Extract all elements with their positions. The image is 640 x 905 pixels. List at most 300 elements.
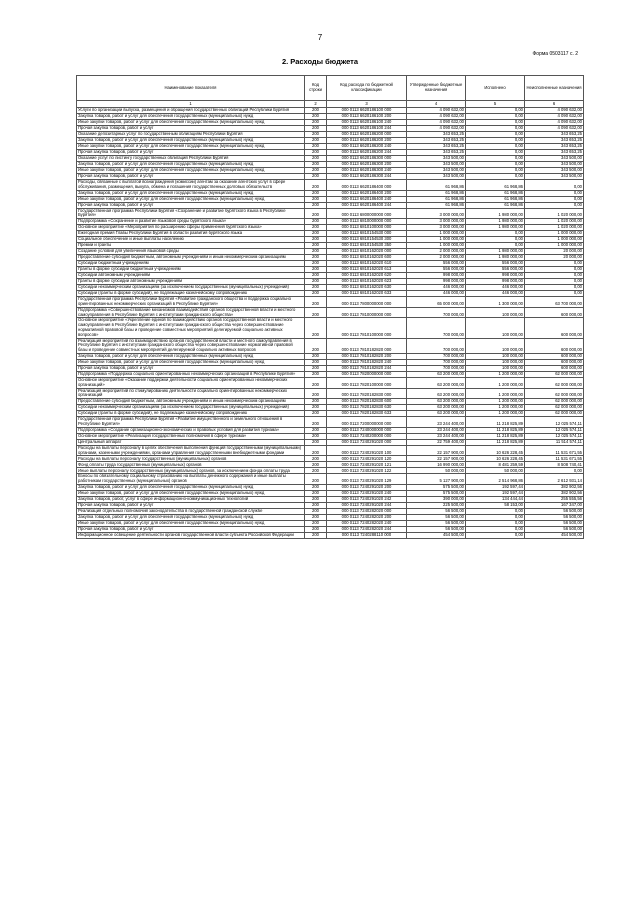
table-row <box>77 338 584 353</box>
unexecuted-amount: 62 000 000,00 <box>525 371 584 377</box>
executed-amount: 10 626 228,45 <box>466 456 525 462</box>
row-code: 200 <box>305 427 327 433</box>
budget-code: 000 0113 6620186300 200 <box>327 162 407 168</box>
approved-amount: 16 990 000,00 <box>407 462 466 468</box>
executed-amount: 11 218 825,89 <box>466 433 525 439</box>
unexecuted-amount: 382 902,56 <box>525 490 584 496</box>
row-code: 200 <box>305 468 327 474</box>
row-code: 200 <box>305 526 327 532</box>
row-name: Прочая закупка товаров, работ и услуг <box>77 202 305 208</box>
row-name: Взносы по обязательному социальному страхованию на выплаты денежного содержания и иные выплаты работникам государственных (муниципальных) органов <box>77 474 305 485</box>
row-code: 200 <box>305 439 327 445</box>
form-code: Форма 0503117 с. 2 <box>532 51 578 57</box>
unexecuted-amount: 0,00 <box>525 202 584 208</box>
approved-amount: 343 500,00 <box>407 168 466 174</box>
row-name: Основное мероприятие «Оказание поддержки деятельности социально ориентированных некоммерческих организаций» <box>77 377 305 388</box>
row-code: 200 <box>305 267 327 273</box>
executed-amount: 50 000,00 <box>466 468 525 474</box>
row-name: Основное мероприятие «Мероприятия по расширению сферы применения бурятского языка» <box>77 225 305 231</box>
budget-code: 000 0113 7820182830 630 <box>327 405 407 411</box>
column-number: 6 <box>525 101 584 108</box>
row-code: 200 <box>305 243 327 249</box>
unexecuted-amount: 0,00 <box>525 285 584 291</box>
row-name: Реализация отдельных полномочий законодательства в государственной гражданской службе <box>77 508 305 514</box>
executed-amount: 192 597,44 <box>466 484 525 490</box>
column-header: Код строки <box>305 76 327 101</box>
row-name: Субсидии (гранты в форме субсидий), не подлежащие казначейскому сопровождению <box>77 411 305 417</box>
table-row <box>77 208 584 219</box>
row-code: 200 <box>305 474 327 485</box>
row-name: Субсидии некоммерческим организациям (за исключением государственных (муниципальных) учреждений) <box>77 285 305 291</box>
executed-amount: 100 000,00 <box>466 353 525 359</box>
budget-code: 000 0113 7810182820 200 <box>327 353 407 359</box>
column-number: 2 <box>305 101 327 108</box>
executed-amount: 100 000,00 <box>466 359 525 365</box>
row-name: Закупка товаров, работ и услуг для обеспечения государственных (муниципальных) нужд <box>77 484 305 490</box>
budget-code: 000 0113 7810100000 000 <box>327 318 407 338</box>
approved-amount: 390 000,00 <box>407 496 466 502</box>
unexecuted-amount: 343 500,00 <box>525 156 584 162</box>
budget-code: 000 0113 7810000000 000 <box>327 307 407 318</box>
approved-amount: 446 000,00 <box>407 285 466 291</box>
table-row <box>77 377 584 388</box>
unexecuted-amount: 343 500,00 <box>525 168 584 174</box>
budget-code: 000 0113 6810162020 620 <box>327 273 407 279</box>
executed-amount: 10 626 228,45 <box>466 445 525 456</box>
row-code: 200 <box>305 388 327 399</box>
budget-code: 000 0113 7240291020 122 <box>327 468 407 474</box>
approved-amount: 446 000,00 <box>407 291 466 297</box>
budget-code: 000 0113 6810162020 623 <box>327 279 407 285</box>
column-number-row <box>77 101 584 108</box>
column-header: Исполнено <box>466 76 525 101</box>
page-number: 7 <box>317 33 323 42</box>
row-name: Закупка товаров, работ и услуг для обеспечения государственных (муниципальных) нужд <box>77 114 305 120</box>
executed-amount: 0,00 <box>466 162 525 168</box>
row-name: Основное мероприятие «Реализация государственных полномочий в сфере туризма» <box>77 433 305 439</box>
unexecuted-amount: 20 000,00 <box>525 249 584 255</box>
approved-amount: 998 000,00 <box>407 279 466 285</box>
row-code: 200 <box>305 219 327 225</box>
unexecuted-amount: 600 000,00 <box>525 353 584 359</box>
executed-amount: 0,00 <box>466 514 525 520</box>
budget-code: 000 0113 6810154530 350 <box>327 243 407 249</box>
approved-amount: 50 000,00 <box>407 468 466 474</box>
row-code: 200 <box>305 502 327 508</box>
executed-amount: 0,00 <box>466 526 525 532</box>
row-name: Расходы на выплаты персоналу государственных (муниципальных) органов <box>77 456 305 462</box>
executed-amount: 0,00 <box>466 243 525 249</box>
unexecuted-amount: 0,00 <box>525 273 584 279</box>
unexecuted-amount: 56 500,00 <box>525 526 584 532</box>
budget-code: 000 0113 7240288110 000 <box>327 532 407 538</box>
approved-amount: 65 000 000,00 <box>407 297 466 308</box>
row-name: Фонд оплаты труда государственных (муниципальных) органов <box>77 462 305 468</box>
row-name: Оказание услуг по листингу государственных облигаций Республики Бурятия <box>77 156 305 162</box>
budget-code: 000 0113 7800000000 000 <box>327 297 407 308</box>
row-code: 200 <box>305 338 327 353</box>
budget-code: 000 0113 6620186400 200 <box>327 190 407 196</box>
approved-amount: 3 000 000,00 <box>407 225 466 231</box>
row-name: Центральный аппарат <box>77 439 305 445</box>
executed-amount: 1 200 000,00 <box>466 399 525 405</box>
approved-amount: 63 200 000,00 <box>407 399 466 405</box>
row-code: 200 <box>305 150 327 156</box>
row-code: 200 <box>305 496 327 502</box>
unexecuted-amount: 12 025 574,11 <box>525 427 584 433</box>
executed-amount: 1 980 000,00 <box>466 249 525 255</box>
budget-code: 000 0113 6810162020 610 <box>327 261 407 267</box>
budget-code: 000 0113 6620186200 240 <box>327 144 407 150</box>
executed-amount: 8 481 259,59 <box>466 462 525 468</box>
approved-amount: 63 200 000,00 <box>407 411 466 417</box>
unexecuted-amount: 343 653,25 <box>525 132 584 138</box>
row-name: Основное мероприятие «Укрепление единой по взаимодействию органов государственной власти и местного самоуправления в Республике Бурятия с институтами гражданского общества через совершенствование нормативной правовой базы и проведение совместных мероприятий делегируемой социально активных вопросов» <box>77 318 305 338</box>
executed-amount: 1 200 000,00 <box>466 388 525 399</box>
budget-code: 000 0113 6620186200 200 <box>327 138 407 144</box>
unexecuted-amount: 1 020 000,00 <box>525 225 584 231</box>
executed-amount: 1 200 000,00 <box>466 371 525 377</box>
row-name: Ежегодная премия Главы Республики Бурятия в области развития бурятского языка <box>77 231 305 237</box>
approved-amount: 61 968,86 <box>407 180 466 191</box>
unexecuted-amount: 12 025 574,11 <box>525 433 584 439</box>
executed-amount: 0,00 <box>466 532 525 538</box>
executed-amount: 61 968,86 <box>466 180 525 191</box>
unexecuted-amount: 600 000,00 <box>525 338 584 353</box>
column-header: Неисполненные назначения <box>525 76 584 101</box>
budget-code: 000 0113 6810154530 000 <box>327 231 407 237</box>
budget-code: 000 0113 7240291020 244 <box>327 502 407 508</box>
row-name: Иные закупки товаров, работ и услуг для обеспечения государственных (муниципальных) нужд <box>77 144 305 150</box>
approved-amount: 700 000,00 <box>407 365 466 371</box>
executed-amount: 61 968,86 <box>466 202 525 208</box>
row-name: Социальное обеспечение и иные выплаты населению <box>77 237 305 243</box>
row-name: Прочая закупка товаров, работ и услуг <box>77 126 305 132</box>
row-name: Подпрограмма «Совершенствование механизмов взаимодействия органов государственной власти и местного самоуправления в Республике Бурятия с институтами гражданского общества» <box>77 307 305 318</box>
row-code: 200 <box>305 126 327 132</box>
row-code: 200 <box>305 190 327 196</box>
budget-code: 000 0113 7820182830 000 <box>327 388 407 399</box>
unexecuted-amount: 0,00 <box>525 267 584 273</box>
executed-amount: 100 000,00 <box>466 307 525 318</box>
row-code: 200 <box>305 208 327 219</box>
unexecuted-amount: 8 508 740,41 <box>525 462 584 468</box>
row-code: 200 <box>305 417 327 428</box>
budget-code: 000 0113 7240282020 200 <box>327 514 407 520</box>
approved-amount: 700 000,00 <box>407 359 466 365</box>
executed-amount: 556 000,00 <box>466 261 525 267</box>
row-code: 200 <box>305 168 327 174</box>
row-code: 200 <box>305 484 327 490</box>
approved-amount: 700 000,00 <box>407 318 466 338</box>
budget-code: 000 0113 7820000000 000 <box>327 371 407 377</box>
row-code: 200 <box>305 318 327 338</box>
executed-amount: 11 218 825,89 <box>466 417 525 428</box>
executed-amount: 0,00 <box>466 144 525 150</box>
unexecuted-amount: 382 902,56 <box>525 484 584 490</box>
unexecuted-amount: 454 500,00 <box>525 532 584 538</box>
row-name: Прочая закупка товаров, работ и услуг <box>77 150 305 156</box>
unexecuted-amount: 343 653,25 <box>525 138 584 144</box>
unexecuted-amount: 62 000 000,00 <box>525 399 584 405</box>
executed-amount: 556 000,00 <box>466 267 525 273</box>
row-name: Прочая закупка товаров, работ и услуг <box>77 526 305 532</box>
unexecuted-amount: 1 020 000,00 <box>525 219 584 225</box>
row-name: Расходы, связанные с выплатой вознаграждения (комиссии) агентам за оказание агентских услуг в сфере обслуживания, размещения, выкупа, обмена и погашения государственных долговых обязательств <box>77 180 305 191</box>
executed-amount: 11 218 825,89 <box>466 427 525 433</box>
column-number: 3 <box>327 101 407 108</box>
table-row <box>77 474 584 485</box>
budget-code: 000 0113 7240282020 244 <box>327 526 407 532</box>
row-code: 200 <box>305 120 327 126</box>
executed-amount: 0,00 <box>466 132 525 138</box>
approved-amount: 3 000 000,00 <box>407 219 466 225</box>
unexecuted-amount: 1 020 000,00 <box>525 208 584 219</box>
row-code: 200 <box>305 237 327 243</box>
budget-code: 000 0113 6810100000 000 <box>327 225 407 231</box>
budget-code: 000 0113 7820100000 000 <box>327 377 407 388</box>
executed-amount: 1 980 000,00 <box>466 208 525 219</box>
approved-amount: 22 157 900,00 <box>407 456 466 462</box>
budget-code: 000 0113 7820182830 633 <box>327 411 407 417</box>
budget-code: 000 0113 6620186100 200 <box>327 114 407 120</box>
approved-amount: 1 000 000,00 <box>407 231 466 237</box>
row-code: 200 <box>305 291 327 297</box>
row-code: 200 <box>305 490 327 496</box>
unexecuted-amount: 343 500,00 <box>525 162 584 168</box>
budget-code: 000 0113 7240291020 200 <box>327 484 407 490</box>
row-name: Иные выплаты персоналу государственных (муниципальных) органов, за исключением фонда оплаты труда <box>77 468 305 474</box>
row-name: Государственная программа Республики Бурятия «Развитие гражданского общества и поддержка социально ориентированных некоммерческих организаций в Республике Бурятия» <box>77 297 305 308</box>
row-name: Подпрограмма «Поддержка социально ориентированных некоммерческих организаций в Республике Бурятия» <box>77 371 305 377</box>
budget-code: 000 0113 7240282020 240 <box>327 520 407 526</box>
row-name: Иные закупки товаров, работ и услуг для обеспечения государственных (муниципальных) нужд <box>77 520 305 526</box>
unexecuted-amount: 343 653,25 <box>525 144 584 150</box>
row-name: Прочая закупка товаров, работ и услуг <box>77 174 305 180</box>
row-code: 200 <box>305 359 327 365</box>
row-code: 200 <box>305 249 327 255</box>
budget-code: 000 0113 7240291020 100 <box>327 445 407 456</box>
budget-code: 000 0113 6620186400 000 <box>327 180 407 191</box>
unexecuted-amount: 4 090 632,00 <box>525 126 584 132</box>
unexecuted-amount: 11 531 671,55 <box>525 445 584 456</box>
executed-amount: 0,00 <box>466 114 525 120</box>
unexecuted-amount: 343 653,25 <box>525 150 584 156</box>
unexecuted-amount: 62 000 000,00 <box>525 405 584 411</box>
executed-amount: 100 000,00 <box>466 338 525 353</box>
approved-amount: 61 968,86 <box>407 202 466 208</box>
executed-amount: 0,00 <box>466 108 525 114</box>
budget-code: 000 0113 7240291020 242 <box>327 496 407 502</box>
budget-code: 000 0113 7200000000 000 <box>327 417 407 428</box>
row-name: Государственная программа Республики Бурятия «Сохранение и развитие бурятского языка в Республике Бурятия» <box>77 208 305 219</box>
table-row <box>77 417 584 428</box>
executed-amount: 0,00 <box>466 126 525 132</box>
approved-amount: 998 000,00 <box>407 273 466 279</box>
unexecuted-amount: 56 500,00 <box>525 514 584 520</box>
page-title: 2. Расходы бюджета <box>281 57 359 66</box>
column-header: Наименование показателя <box>77 76 305 101</box>
unexecuted-amount: 0,00 <box>525 180 584 191</box>
approved-amount: 343 500,00 <box>407 156 466 162</box>
unexecuted-amount: 62 000 000,00 <box>525 388 584 399</box>
row-code: 200 <box>305 231 327 237</box>
approved-amount: 56 500,00 <box>407 514 466 520</box>
executed-amount: 1 300 000,00 <box>466 297 525 308</box>
unexecuted-amount: 62 000 000,00 <box>525 411 584 417</box>
unexecuted-amount: 0,00 <box>525 279 584 285</box>
row-name: Иные закупки товаров, работ и услуг для обеспечения государственных (муниципальных) нужд <box>77 490 305 496</box>
row-name: Иные закупки товаров, работ и услуг для обеспечения государственных (муниципальных) нужд <box>77 359 305 365</box>
unexecuted-amount: 600 000,00 <box>525 365 584 371</box>
row-name: Закупка товаров, работ и услуг для обеспечения государственных (муниципальных) нужд <box>77 190 305 196</box>
budget-code: 000 0113 7810182820 244 <box>327 365 407 371</box>
executed-amount: 61 968,86 <box>466 190 525 196</box>
approved-amount: 343 653,25 <box>407 144 466 150</box>
approved-amount: 23 244 400,00 <box>407 433 466 439</box>
row-code: 200 <box>305 114 327 120</box>
unexecuted-amount: 0,00 <box>525 468 584 474</box>
budget-code: 000 0113 7240000000 000 <box>327 427 407 433</box>
column-header: Код расхода по бюджетной классификации <box>327 76 407 101</box>
approved-amount: 556 000,00 <box>407 261 466 267</box>
table-row <box>77 445 584 456</box>
approved-amount: 56 500,00 <box>407 526 466 532</box>
budget-code: 000 0113 7240282020 000 <box>327 508 407 514</box>
approved-amount: 575 500,00 <box>407 484 466 490</box>
row-code: 200 <box>305 445 327 456</box>
approved-amount: 4 090 632,00 <box>407 126 466 132</box>
row-code: 200 <box>305 273 327 279</box>
executed-amount: 1 980 000,00 <box>466 255 525 261</box>
executed-amount: 134 444,44 <box>466 496 525 502</box>
budget-code: 000 0113 6620186300 244 <box>327 174 407 180</box>
executed-amount: 0,00 <box>466 520 525 526</box>
executed-amount: 0,00 <box>466 237 525 243</box>
unexecuted-amount: 0,00 <box>525 190 584 196</box>
approved-amount: 4 090 632,00 <box>407 114 466 120</box>
executed-amount: 0,00 <box>466 508 525 514</box>
unexecuted-amount: 600 000,00 <box>525 359 584 365</box>
row-code: 200 <box>305 285 327 291</box>
budget-code: 000 0113 7810182820 240 <box>327 359 407 365</box>
budget-code: 000 0113 6620186100 240 <box>327 120 407 126</box>
row-name: Государственная программа Республики Бурятия «Развитие имущественного и земельного отношений в Республике Бурятия» <box>77 417 305 428</box>
row-name: Иные закупки товаров, работ и услуг для обеспечения государственных (муниципальных) нужд <box>77 196 305 202</box>
row-code: 200 <box>305 196 327 202</box>
row-name: Прочая закупка товаров, работ и услуг <box>77 502 305 508</box>
budget-code: 000 0113 7240291020 121 <box>327 462 407 468</box>
row-code: 200 <box>305 307 327 318</box>
executed-amount: 1 200 000,00 <box>466 411 525 417</box>
row-name: Закупка товаров, работ и услуг для обеспечения государственных (муниципальных) нужд <box>77 514 305 520</box>
expenses-table <box>76 75 584 539</box>
approved-amount: 63 200 000,00 <box>407 377 466 388</box>
row-code: 200 <box>305 514 327 520</box>
approved-amount: 343 653,25 <box>407 138 466 144</box>
budget-code: 000 0113 6810154530 300 <box>327 237 407 243</box>
approved-amount: 1 000 000,00 <box>407 243 466 249</box>
executed-amount: 0,00 <box>466 168 525 174</box>
table-row <box>77 532 584 538</box>
budget-code: 000 0113 6810162020 630 <box>327 285 407 291</box>
budget-code: 000 0113 6810162020 613 <box>327 267 407 273</box>
budget-code: 000 0113 7240291020 129 <box>327 474 407 485</box>
unexecuted-amount: 56 500,00 <box>525 520 584 526</box>
row-name: Гранты в форме субсидии бюджетным учреждениям <box>77 267 305 273</box>
executed-amount: 58 153,00 <box>466 502 525 508</box>
executed-amount: 192 597,44 <box>466 490 525 496</box>
row-name: Реализация мероприятий по взаимодействию органов государственной власти и местного самоуправления в Республике Бурятия с институтами гражданского общества через совершенствование нормативной правовой базы и проведение совместных мероприятий делегируемой социально активных вопросов <box>77 338 305 353</box>
budget-code: 000 0113 6810000000 000 <box>327 219 407 225</box>
row-code: 200 <box>305 456 327 462</box>
unexecuted-amount: 343 500,00 <box>525 174 584 180</box>
executed-amount: 1 980 000,00 <box>466 219 525 225</box>
row-name: Подпрограмма «Создание организационно-экономических и правовых условий для развития туризма» <box>77 427 305 433</box>
unexecuted-amount: 4 090 632,00 <box>525 114 584 120</box>
budget-code: 000 0113 7810182820 000 <box>327 338 407 353</box>
executed-amount: 2 514 968,86 <box>466 474 525 485</box>
executed-amount: 998 000,00 <box>466 279 525 285</box>
executed-amount: 0,00 <box>466 150 525 156</box>
table-row <box>77 388 584 399</box>
approved-amount: 61 968,86 <box>407 190 466 196</box>
row-code: 200 <box>305 399 327 405</box>
row-name: Закупка товаров, работ и услуг для обеспечения государственных (муниципальных) нужд <box>77 138 305 144</box>
row-code: 200 <box>305 225 327 231</box>
budget-code: 000 0113 6810162020 600 <box>327 255 407 261</box>
row-code: 200 <box>305 174 327 180</box>
budget-code: 000 0113 7240291020 000 <box>327 439 407 445</box>
row-name: Предоставление субсидий бюджетным, автономным учреждениям и иным некоммерческим организациям <box>77 255 305 261</box>
row-name: Премии и гранты <box>77 243 305 249</box>
budget-code: 000 0113 6800000000 000 <box>327 208 407 219</box>
row-code: 200 <box>305 353 327 359</box>
approved-amount: 343 500,00 <box>407 174 466 180</box>
row-name: Закупка товаров, работ и услуг для обеспечения государственных (муниципальных) нужд <box>77 162 305 168</box>
executed-amount: 11 218 825,89 <box>466 439 525 445</box>
approved-amount: 4 090 632,00 <box>407 108 466 114</box>
unexecuted-amount: 56 500,00 <box>525 508 584 514</box>
approved-amount: 225 500,00 <box>407 502 466 508</box>
row-name: Закупка товаров, работ и услуг для обеспечения государственных (муниципальных) нужд <box>77 353 305 359</box>
row-code: 200 <box>305 162 327 168</box>
approved-amount: 63 200 000,00 <box>407 371 466 377</box>
budget-code: 000 0113 7820182830 600 <box>327 399 407 405</box>
unexecuted-amount: 1 000 000,00 <box>525 237 584 243</box>
unexecuted-amount: 2 612 931,14 <box>525 474 584 485</box>
approved-amount: 556 000,00 <box>407 267 466 273</box>
budget-code: 000 0113 6620186100 000 <box>327 108 407 114</box>
unexecuted-amount: 255 555,56 <box>525 496 584 502</box>
unexecuted-amount: 11 531 671,55 <box>525 456 584 462</box>
row-name: Создание условий для увеличения языковой среды <box>77 249 305 255</box>
row-code: 200 <box>305 108 327 114</box>
unexecuted-amount: 0,00 <box>525 291 584 297</box>
unexecuted-amount: 12 025 574,11 <box>525 417 584 428</box>
executed-amount: 100 000,00 <box>466 318 525 338</box>
approved-amount: 343 653,25 <box>407 150 466 156</box>
approved-amount: 23 244 400,00 <box>407 427 466 433</box>
row-name: Иные закупки товаров, работ и услуг для обеспечения государственных (муниципальных) нужд <box>77 120 305 126</box>
row-name: Гранты в форме субсидии автономным учреждениям <box>77 279 305 285</box>
column-number: 5 <box>466 101 525 108</box>
approved-amount: 23 244 400,00 <box>407 417 466 428</box>
row-name: Прочая закупка товаров, работ и услуг <box>77 365 305 371</box>
approved-amount: 22 157 900,00 <box>407 445 466 456</box>
unexecuted-amount: 63 700 000,00 <box>525 297 584 308</box>
row-name: Субсидии некоммерческим организациям (за исключением государственных (муниципальных) учреждений) <box>77 405 305 411</box>
